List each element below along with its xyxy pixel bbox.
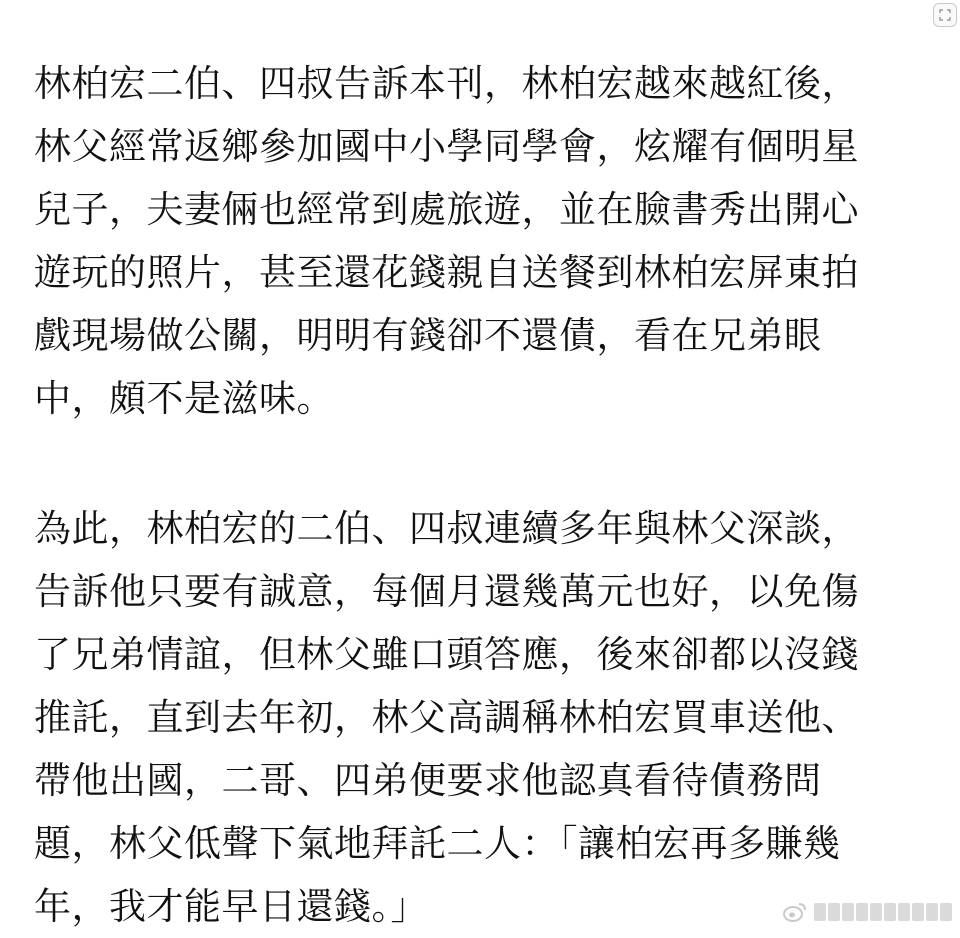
text-line: 為此，林柏宏的二伯、四叔連續多年與林父深談，: [34, 507, 859, 550]
text-line: 林父經常返鄉參加國中小學同學會，炫耀有個明星: [34, 125, 859, 168]
text-line: 林柏宏二伯、四叔告訴本刊，林柏宏越來越紅後，: [34, 62, 859, 105]
watermark-text-blur: [814, 903, 952, 921]
text-line: 帶他出國，二哥、四弟便要求他認真看待債務問: [34, 759, 822, 802]
paragraph-1: [34, 52, 934, 430]
text-line: 告訴他只要有誠意，每個月還幾萬元也好，以免傷: [34, 570, 859, 613]
text-line: 推託，直到去年初，林父高調稱林柏宏買車送他、: [34, 696, 859, 739]
text-line: 遊玩的照片，甚至還花錢親自送餐到林柏宏屏東拍: [34, 251, 859, 294]
text-line: 戲現場做公關，明明有錢卻不還債，看在兄弟眼: [34, 314, 822, 357]
paragraph-2: [34, 497, 934, 938]
expand-icon[interactable]: [933, 3, 957, 27]
text-line: 中，頗不是滋味。: [34, 377, 334, 420]
weibo-logo-icon: [782, 901, 808, 923]
text-line: 兒子，夫妻倆也經常到處旅遊，並在臉書秀出開心: [34, 188, 859, 231]
text-line: 年，我才能早日還錢。」: [34, 885, 428, 928]
paragraph-spacer: [34, 430, 934, 497]
article-body: [34, 52, 934, 938]
watermark: [782, 901, 952, 923]
text-line: 題，林父低聲下氣地拜託二人：「讓柏宏再多賺幾: [34, 822, 841, 865]
text-line: 了兄弟情誼，但林父雖口頭答應，後來卻都以沒錢: [34, 633, 859, 676]
